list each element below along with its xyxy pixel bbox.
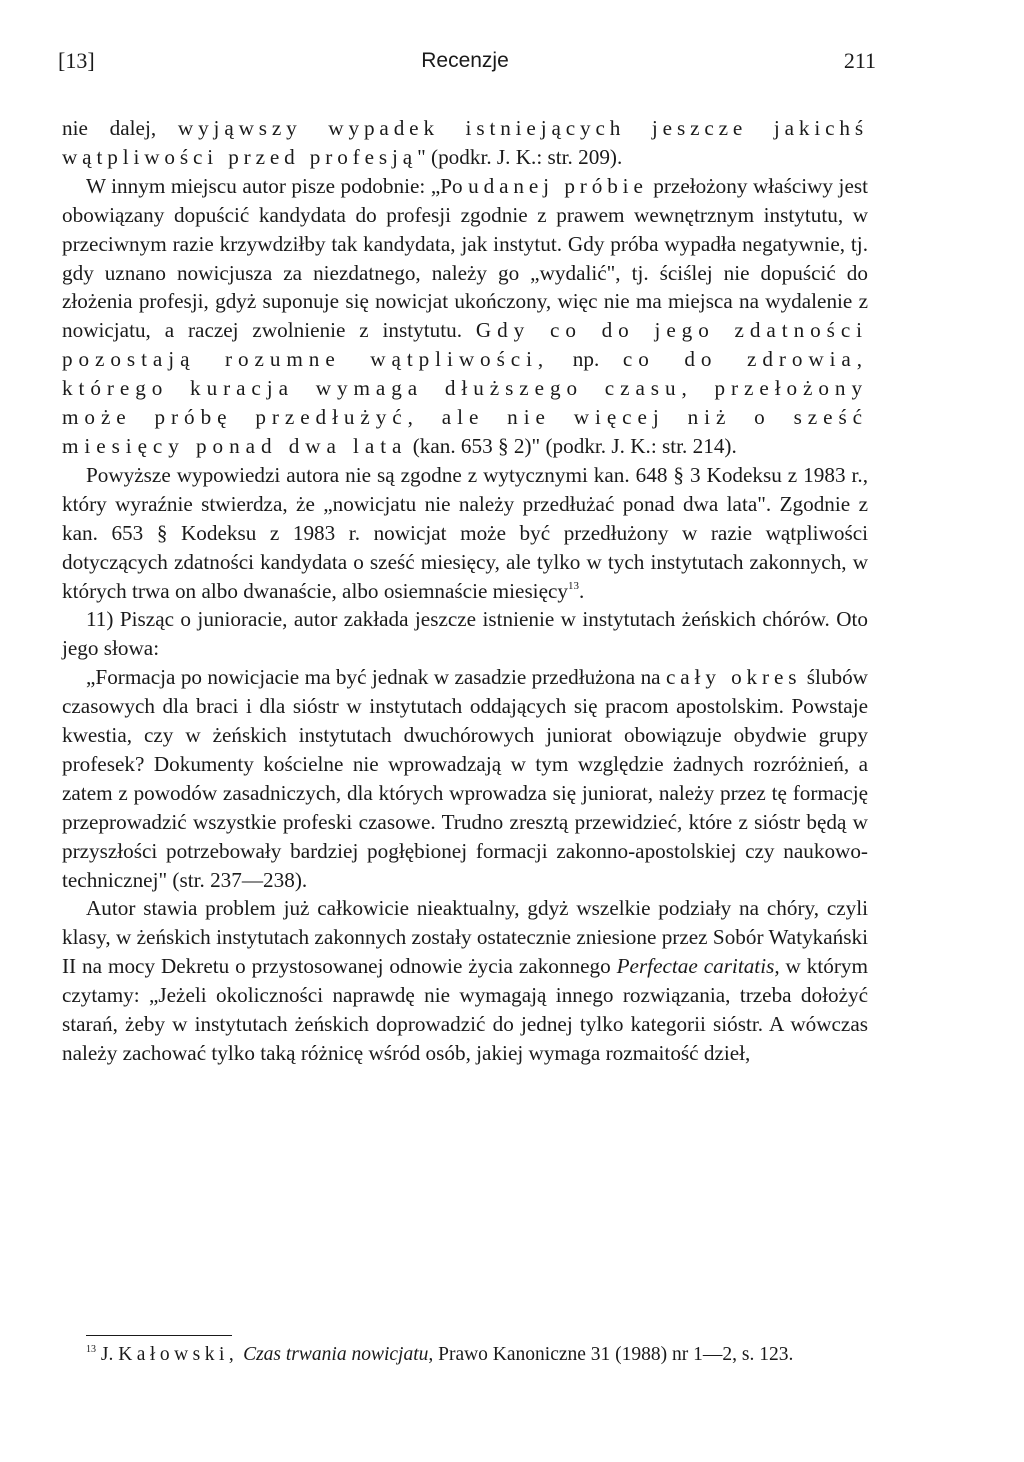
spaced-emphasis: cały okres [666, 665, 802, 690]
paragraph-2 [62, 172, 868, 461]
text-run: Powyższe wypowiedzi autora nie są zgodne z wytycznymi kan. 648 § 3 Kodeksu z 1983 r., który wyraźnie stwierdza, że „nowicjatu nie należy przedłużać ponad dwa lata". Zgodnie z kan. 653 § Kodeksu z 1983 r. nowicjat może być przedłużony w razie wątpliwości dotyczących zdatności kandydata o sześć miesięcy, ale tylko w tych instytutach zakonnych, w których trwa on albo dwanaście, albo osiemnaście miesięcy [62, 462, 868, 603]
footnote [62, 1342, 868, 1368]
text-run: „Formacja po nowicjacie ma być jednak w zasadzie przedłużona na [86, 665, 666, 690]
paragraph-1 [62, 114, 868, 172]
page-header [58, 46, 876, 76]
footnote-number: 13 [86, 1344, 96, 1355]
footnote-author-surname: Kałowski, [118, 1344, 239, 1365]
text-run: . [578, 578, 585, 603]
footnote-author-initial: J. [100, 1344, 119, 1365]
main-text [62, 114, 868, 1068]
footnote-work-title: Czas trwania nowicjatu, [243, 1344, 434, 1365]
paragraph-4: 11) Pisząc o junioracie, autor zakłada jeszcze istnienie w instytutach żeńskich chórów. Oto jego słowa: [62, 607, 868, 661]
italic-title: Perfectae caritatis, [616, 954, 780, 979]
text-run: przełożony właściwy jest obowiązany dopuścić kandydata do profesji zgodnie z prawem wewnętrznym instytutu, w przeciwnym razie krzywdziłby tak kandydata, jak instytut. Gdy próba wypadła negatywnie, tj. gdy uznano nowicjusza za niezdatnego, należy go „wydalić", tj. ściślej nie dopuścić do złożenia profesji, gdyż suponuje się nowicjat ukończony, więc nie ma miejsca na wydalenie z nowicjatu, a raczej zwolnienie z instytutu. [62, 173, 868, 343]
footnote-separator [86, 1335, 232, 1336]
text-run: Autor stawia problem już całkowicie nieaktualny, gdyż wszelkie podziały na chóry, czyli klasy, w żeńskich instytutach zakonnych zostały ostatecznie zniesione przez Sobór Watykański II na mocy Dekretu o przystosowanej odnowie życia zakonnego [62, 896, 868, 979]
paragraph-6 [62, 894, 868, 1067]
spaced-emphasis: udanej próbie [468, 173, 648, 198]
footnote-source: Prawo Kanoniczne 31 (1988) nr 1—2, s. 123. [433, 1344, 794, 1365]
text-run: w którym czytamy: „Jeżeli okoliczności naprawdę nie wymagają innego rozwiązania, trzeba dołożyć starań, żeby w instytutach żeńskich doprowadzić do jednej tylko kategorii sióstr. A wówczas należy zachować tylko taką różnicę wśród osób, jakiej wymaga rozmaitość dzieł, [62, 954, 868, 1065]
spaced-emphasis: Gdy co do jego zdatności pozostają rozumne wątpliwości, [62, 318, 868, 372]
text-run: W innym miejscu autor pisze podobnie: „Po [86, 173, 469, 198]
text-run: (kan. 653 § 2)" (podkr. J. K.: str. 214). [407, 433, 737, 458]
quotation-paragraph [62, 663, 868, 894]
footnote-reference: 13 [567, 579, 579, 592]
paragraph-3 [62, 461, 868, 606]
section-number: [13] [58, 48, 95, 73]
spaced-emphasis: wyjąwszy wypadek istniejących jeszcze jakichś wątpliwości przed profesją [62, 116, 868, 169]
text-run: np. [549, 347, 623, 372]
text-run: " (podkr. J. K.: str. 209). [417, 144, 623, 169]
spaced-emphasis: co do zdrowia, którego kuracja wymaga dłuższego czasu, przełożony może próbę przedłużyć, ale nie więcej niż o sześć miesięcy ponad dwa lata [62, 347, 869, 458]
text-run: nie dalej, [62, 116, 178, 140]
text-run: ślubów czasowych dla braci i dla sióstr w instytutach oddających się pracom apostolskim. Powstaje kwestia, czy w żeńskich instytutach dwuchórowych juniorat obowiązuje obydwie grupy profesek? Dokumenty kościelne nie wprowadzają w tym względzie żadnych rozróżnień, a zatem z powodów zasadniczych, dla których wprowadza się juniorat, należy przez tę formację przeprowadzić wszystkie profeski czasowe. Trudno zresztą przewidzieć, które z sióstr będą w przyszłości potrzebowały bardziej pogłębionej formacji zakonno-apostolskiej czy naukowo-technicznej" (str. 237—238). [62, 665, 868, 892]
document-page [58, 0, 876, 1462]
page-number: 211 [843, 48, 876, 73]
running-title: Recenzje [421, 49, 509, 72]
